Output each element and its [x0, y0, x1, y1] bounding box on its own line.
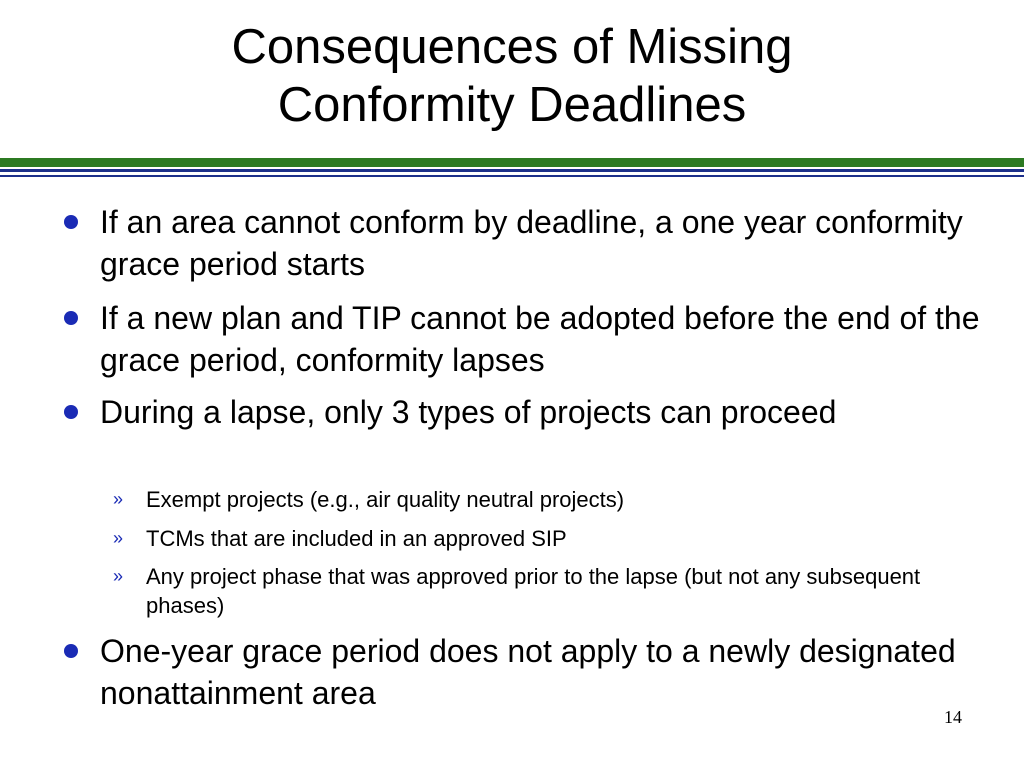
double-chevron-icon: »	[113, 528, 124, 548]
bullet-item	[100, 391, 980, 433]
bullet-dot-icon	[64, 311, 78, 325]
double-chevron-icon: »	[113, 489, 124, 509]
bullet-text: If a new plan and TIP cannot be adopted before the end of the grace period, conformity lapses	[100, 300, 980, 378]
bullet-text: If an area cannot conform by deadline, a one year conformity grace period starts	[100, 204, 963, 282]
slide-title-line-2: Conformity Deadlines	[277, 78, 747, 132]
double-chevron-icon: »	[113, 566, 124, 586]
bullet-text: One-year grace period does not apply to a newly designated nonattainment area	[100, 633, 956, 711]
sub-bullet-text: Exempt projects (e.g., air quality neutral projects)	[146, 487, 625, 512]
page-number: 14	[944, 707, 962, 727]
bullet-dot-icon	[64, 215, 78, 229]
bullet-item	[100, 297, 980, 381]
sub-bullet-text: Any project phase that was approved prior to the lapse (but not any subsequent phases)	[146, 564, 921, 618]
title-divider-blue-thick	[0, 169, 1024, 172]
sub-bullet-item	[113, 562, 966, 620]
slide-title	[0, 18, 1024, 134]
bullet-text: During a lapse, only 3 types of projects can proceed	[100, 394, 837, 430]
sub-bullet-item	[113, 524, 966, 553]
sub-bullet-item	[113, 485, 966, 514]
title-divider-blue-thin	[0, 175, 1024, 177]
slide-title-line-1: Consequences of Missing	[231, 20, 793, 74]
bullet-item	[100, 630, 980, 714]
title-divider-green	[0, 158, 1024, 167]
bullet-dot-icon	[64, 405, 78, 419]
bullet-item	[100, 201, 980, 285]
sub-bullet-text: TCMs that are included in an approved SIP	[146, 526, 567, 551]
bullet-dot-icon	[64, 644, 78, 658]
